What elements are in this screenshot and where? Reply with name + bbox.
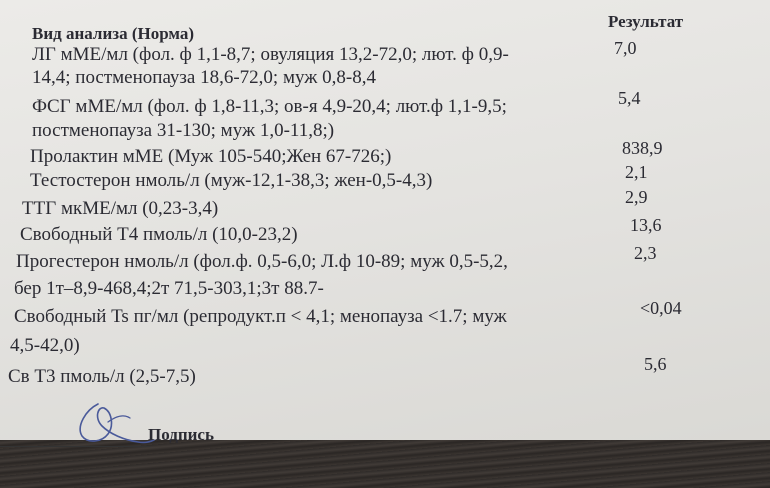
- test-fsh-norm: ФСГ мМЕ/мл (фол. ф 1,8-11,3; ов-я 4,9-20,4; лют.ф 1,1-9,5;: [32, 96, 507, 117]
- test-lh-norm-cont: 14,4; постменопауза 18,6-72,0; муж 0,8-8,4: [32, 67, 376, 88]
- test-free-ts-norm: Свободный Ts пг/мл (репродукт.п < 4,1; менопауза <1.7; муж: [14, 306, 507, 327]
- test-testosterone-result: 2,1: [625, 162, 648, 182]
- signature-label: Подпись: [148, 425, 214, 444]
- test-tsh-norm: ТТГ мкМЕ/мл (0,23-3,4): [22, 198, 219, 219]
- test-free-t4-norm: Свободный Т4 пмоль/л (10,0-23,2): [20, 224, 298, 245]
- test-lh-result: 7,0: [614, 38, 637, 58]
- test-free-t3-result: 5,6: [644, 354, 667, 374]
- test-testosterone-norm: Тестостерон нмоль/л (муж-12,1-38,3; жен-0,5-4,3): [30, 170, 433, 191]
- test-fsh-result: 5,4: [618, 88, 641, 108]
- signature-line: [0, 446, 150, 447]
- analysis-column-header: Вид анализа (Норма): [32, 24, 195, 43]
- test-progesterone-norm-cont: бер 1т–8,9-468,4;2т 71,5-303,1;3т 88.7-: [14, 278, 324, 299]
- test-prolactin-norm: Пролактин мМЕ (Муж 105-540;Жен 67-726;): [30, 146, 392, 167]
- test-free-t3-norm: Св Т3 пмоль/л (2,5-7,5): [8, 366, 196, 387]
- test-free-ts-result: <0,04: [640, 298, 682, 318]
- test-progesterone-norm: Прогестерон нмоль/л (фол.ф. 0,5-6,0; Л.ф 10-89; муж 0,5-5,2,: [16, 251, 508, 272]
- test-lh-norm: ЛГ мМЕ/мл (фол. ф 1,1-8,7; овуляция 13,2-72,0; лют. ф 0,9-: [32, 44, 509, 65]
- test-free-ts-norm-cont: 4,5-42,0): [10, 335, 80, 356]
- test-fsh-norm-cont: постменопауза 31-130; муж 1,0-11,8;): [32, 120, 335, 141]
- test-free-t4-result: 13,6: [630, 215, 662, 235]
- test-progesterone-result: 2,3: [634, 243, 657, 263]
- handwritten-signature: [68, 392, 158, 452]
- result-column-header: Результат: [608, 12, 684, 31]
- test-prolactin-result: 838,9: [622, 138, 663, 158]
- test-tsh-result: 2,9: [625, 187, 648, 207]
